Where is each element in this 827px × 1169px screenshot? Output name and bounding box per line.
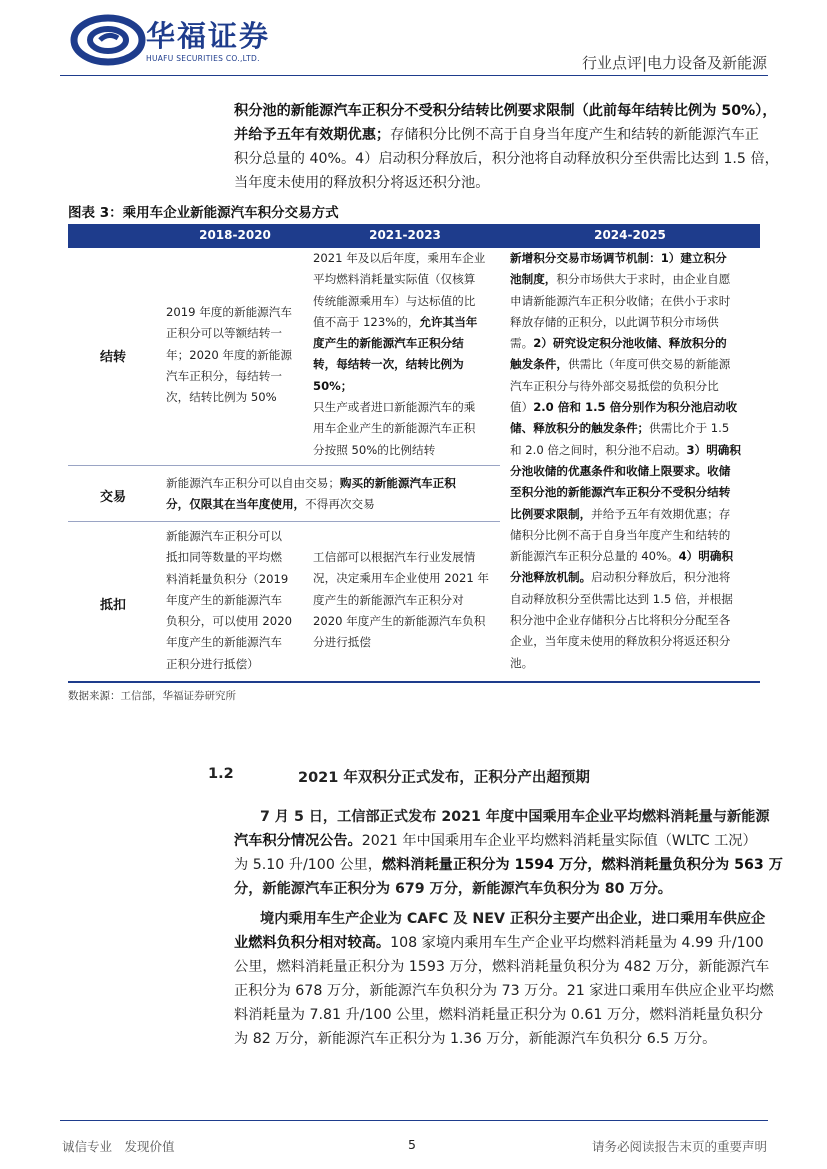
p1-line-2: 汽车积分情况公告。2021 年中国乘用车企业平均燃料消耗量实际值（WLTC 工况） xyxy=(234,833,757,849)
row-separator xyxy=(68,521,500,522)
report-category: 行业点评|电力设备及新能源 xyxy=(581,54,767,72)
logo-text-en: HUAFU SECURITIES CO.,LTD. xyxy=(146,54,260,63)
table-bottom-rule xyxy=(68,681,760,683)
page-number: 5 xyxy=(408,1137,416,1152)
cell-jiezhuan-2018: 2019 年度的新能源汽车 正积分可以等额结转一 年；2020 年度的新能源 汽车正积分，每结转一 次，结转比例为 50% xyxy=(166,305,292,405)
row-separator xyxy=(68,465,500,466)
p1-line-3: 为 5.10 升/100 公里，燃料消耗量正积分为 1594 万分，燃料消耗量负积分为 563 万 xyxy=(234,857,783,873)
p2-line-6: 为 82 万分，新能源汽车正积分为 1.36 万分，新能源汽车负积分 6.5 万分。 xyxy=(234,1031,717,1047)
p1-line-4: 分，新能源汽车正积分为 679 万分，新能源汽车负积分为 80 万分。 xyxy=(234,881,672,897)
p1-line-1: 7 月 5 日，工信部正式发布 2021 年度中国乘用车企业平均燃料消耗量与新能源 xyxy=(260,809,770,825)
col-header-2024-2025: 2024-2025 xyxy=(594,228,666,242)
cell-dikou-2018: 新能源汽车正积分可以 抵扣同等数量的平均燃 料消耗量负积分（2019 年度产生的新能源汽车 负积分，可以使用 2020 年度产生的新能源汽车 正积分进行抵偿） xyxy=(166,529,292,671)
p2-line-1: 境内乘用车生产企业为 CAFC 及 NEV 正积分主要产出企业，进口乘用车供应企 xyxy=(260,911,766,927)
intro-line-2: 并给予五年有效期优惠；存储积分比例不高于自身当年度产生和结转的新能源汽车正 xyxy=(234,127,759,143)
section-title: 2021 年双积分正式发布，正积分产出超预期 xyxy=(298,770,590,786)
logo-icon xyxy=(70,14,150,66)
footer-disclaimer: 请务必阅读报告末页的重要声明 xyxy=(591,1139,767,1154)
footer-divider xyxy=(60,1120,768,1121)
intro-line-4: 当年度未使用的释放积分将返还积分池。 xyxy=(234,175,490,191)
col-header-2018-2020: 2018-2020 xyxy=(199,228,271,242)
intro-line-3: 积分总量的 40%。4）启动积分释放后，积分池将自动释放积分至供需比达到 1.5 倍， xyxy=(234,151,779,167)
row-label-jiezhuan: 结转 xyxy=(100,350,127,365)
row-label-dikou: 抵扣 xyxy=(100,598,127,613)
p2-line-3: 公里，燃料消耗量正积分为 1593 万分，燃料消耗量负积分为 482 万分，新能源汽车 xyxy=(234,959,770,975)
p2-line-5: 料消耗量为 7.81 升/100 公里，燃料消耗量正积分为 0.61 万分，燃料消耗量负积分 xyxy=(234,1007,764,1023)
figure-title: 图表 3：乘用车企业新能源汽车积分交易方式 xyxy=(68,205,339,221)
cell-jiezhuan-2021: 2021 年及以后年度，乘用车企业 平均燃料消耗量实际值（仅核算 传统能源乘用车）与达标值的比 值不高于 123%的，允许其当年 度产生的新能源汽车正积分结 转，每结转一次，结转比例为 50%； 只生产或者进口新能源汽车的乘 用车企业产生的新能源汽车正积 分按照 50%的比例结转 xyxy=(313,251,486,457)
p2-line-2: 业燃料负积分相对较高。108 家境内乘用车生产企业平均燃料消耗量为 4.99 升/100 xyxy=(234,935,764,951)
row-label-jiaoyi: 交易 xyxy=(100,490,127,505)
p2-line-4: 正积分为 678 万分，新能源汽车负积分为 73 万分。21 家进口乘用车供应企业平均燃 xyxy=(234,983,774,999)
cell-jiaoyi-2018-2023: 新能源汽车正积分可以自由交易；购买的新能源汽车正积 分，仅限其在当年度使用，不得再次交易 xyxy=(166,476,456,512)
cell-dikou-2021: 工信部可以根据汽车行业发展情 况，决定乘用车企业使用 2021 年 度产生的新能源汽车正积分对 2020 年度产生的新能源汽车负积 分进行抵偿 xyxy=(313,550,490,650)
header-divider xyxy=(60,75,768,76)
logo-text-cn: 华福证券 xyxy=(146,19,271,53)
data-source: 数据来源：工信部，华福证券研究所 xyxy=(68,690,236,702)
cell-2024-2025: 新增积分交易市场调节机制：1）建立积分 池制度，积分市场供大于求时，由企业自愿 申请新能源汽车正积分收储；在供小于求时 释放存储的正积分，以此调节积分市场供 需。2）研究设定积分池收储、释放积分的 触发条件，供需比（年度可供交易的新能源 汽车正积分与待外部交易抵偿的负积分比 值）2.0 倍和 1.5 倍分别作为积分池启动收 储、释放积分的触发条件；供需比介于 1.5 和 2.0 倍之间时，积分池不启动。3）明确积 分池收储的优惠条件和收储上限要求。收储 至积分池的新能源汽车正积分不受积分结转 比例要求限制，并给予五年有效期优惠；存 储积分比例不高于自身当年度产生和结转的 新能源汽车正积分总量的 40%。4）明确积 分池释放机制。启动积分释放后，积分池将 自动释放积分至供需比达到 1.5 倍，并根据 积分池中企业存储积分占比将积分分配至各 企业，当年度未使用的释放积分将返还积分 池。 xyxy=(510,251,741,670)
section-number: 1.2 xyxy=(208,766,234,782)
footer-slogan: 诚信专业 发现价值 xyxy=(62,1139,175,1154)
col-header-2021-2023: 2021-2023 xyxy=(369,228,441,242)
intro-line-1: 积分池的新能源汽车正积分不受积分结转比例要求限制（此前每年结转比例为 50%）， xyxy=(234,103,777,119)
